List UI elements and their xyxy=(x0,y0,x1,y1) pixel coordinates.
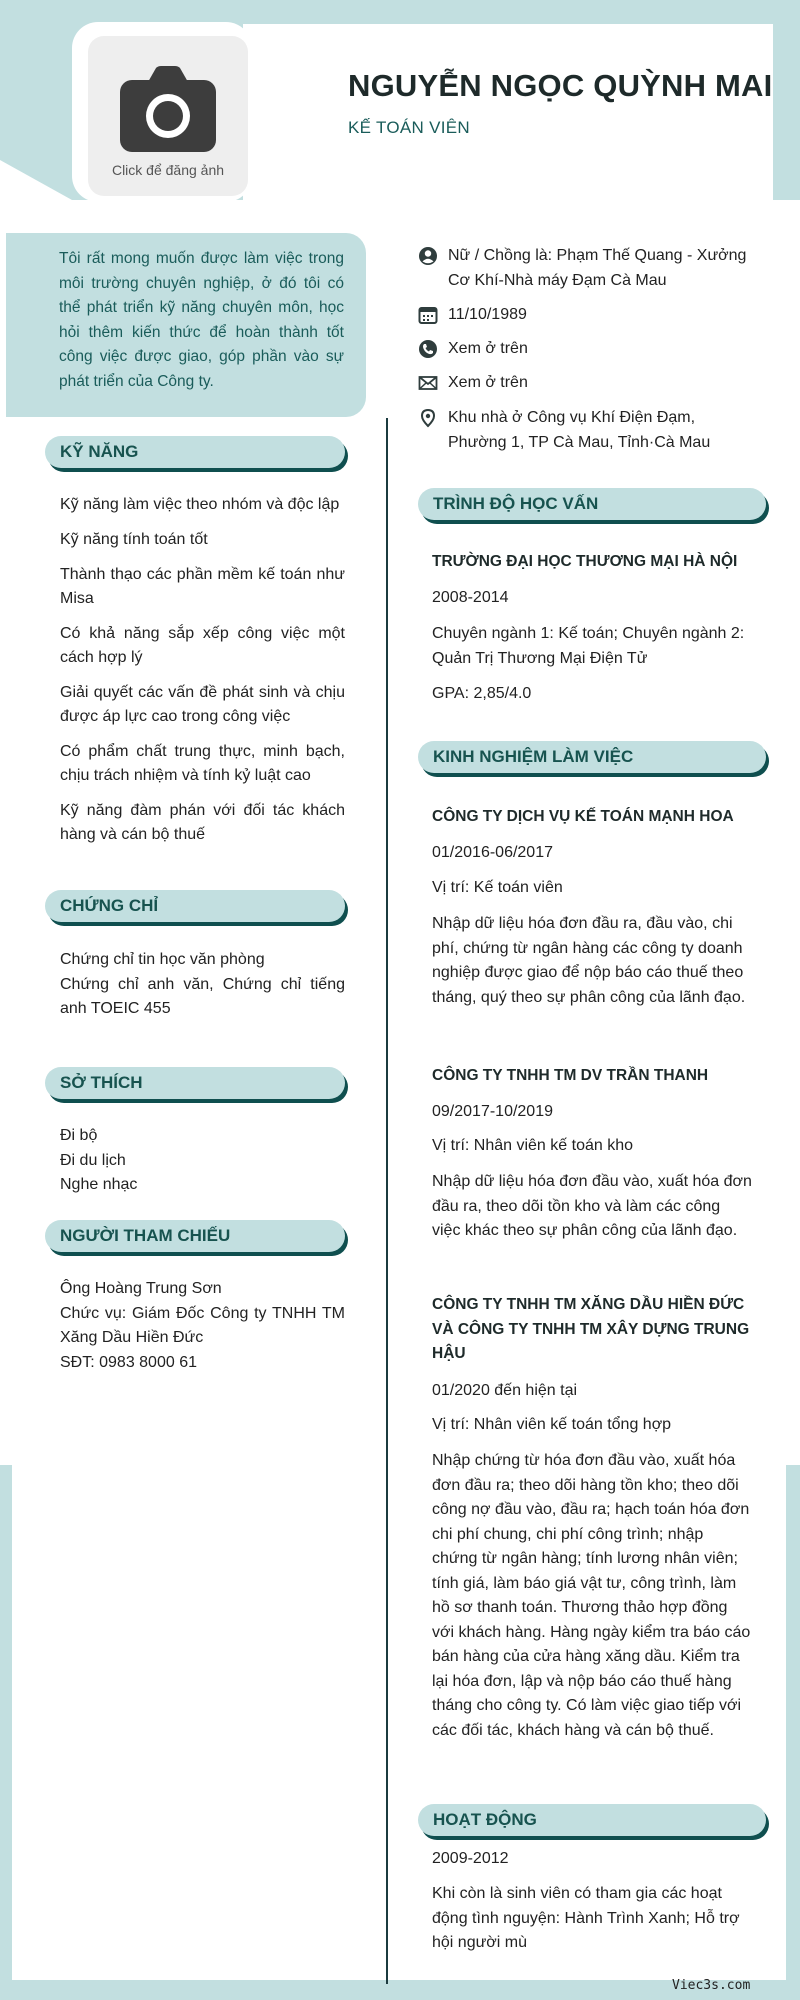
section-header-skills: KỸ NĂNG xyxy=(45,436,345,468)
job-position: Vị trí: Nhân viên kế toán kho xyxy=(432,1137,633,1154)
skill-item: Kỹ năng làm việc theo nhóm và độc lập xyxy=(60,496,340,513)
education-major: Chuyên ngành 1: Kế toán; Chuyên ngành 2: Quản Trị Thương Mại Điện Tử xyxy=(432,625,745,667)
objective-box xyxy=(6,233,366,417)
reference-name: Ông Hoàng Trung Sơn xyxy=(60,1280,222,1297)
job-position: Vị trí: Kế toán viên xyxy=(432,879,563,896)
user-icon xyxy=(418,246,438,266)
activity-description: Khi còn là sinh viên có tham gia các hoạt động tình nguyện: Hành Trình Xanh; Hỗ trợ hội người mù xyxy=(432,1885,740,1951)
section-header-references: NGƯỜI THAM CHIẾU xyxy=(45,1220,345,1252)
reference-position: Chức vụ: Giám Đốc Công ty TNHH TM Xăng Dầu Hiền Đức xyxy=(60,1304,345,1346)
hobbies-list xyxy=(60,1124,345,1198)
gender-spouse-text: Nữ / Chồng là: Phạm Thế Quang - Xưởng Cơ Khí-Nhà máy Đạm Cà Mau xyxy=(448,247,747,289)
avatar-upload[interactable] xyxy=(88,36,248,196)
skill-item: Giải quyết các vấn đề phát sinh và chịu được áp lực cao trong công việc xyxy=(60,684,345,725)
certificates-list xyxy=(60,948,345,1022)
phone-icon xyxy=(418,339,438,359)
job-period: 01/2020 đến hiện tại xyxy=(432,1382,578,1399)
address-text: Khu nhà ở Công vụ Khí Điện Đạm, Phường 1, TP Cà Mau, Tỉnh·Cà Mau xyxy=(448,409,711,451)
watermark: Viec3s.com xyxy=(672,1978,751,1993)
column-divider xyxy=(386,418,388,1984)
objective-text: Tôi rất mong muốn được làm việc trong môi trường chuyên nghiệp, ở đó tôi có thể phát triển kỹ năng chuyên môn, học hỏi thêm kiến thức để hoàn thành tốt công việc được giao, góp phần vào sự phát triển của Công ty. xyxy=(59,250,344,390)
job-position: Vị trí: Nhân viên kế toán tổng hợp xyxy=(432,1416,672,1433)
contact-address xyxy=(418,406,748,455)
certificate-item: Chứng chỉ tin học văn phòng xyxy=(60,951,265,968)
hobby-item: Đi du lịch xyxy=(60,1151,126,1169)
avatar-caption: Click để đăng ảnh xyxy=(111,162,225,178)
location-icon xyxy=(418,408,438,428)
section-header-hobbies: SỞ THÍCH xyxy=(45,1067,345,1099)
skill-item: Có phẩm chất trung thực, minh bạch, chịu trách nhiệm và tính kỷ luật cao xyxy=(60,743,345,784)
header-panel xyxy=(243,24,773,200)
job-period: 09/2017-10/2019 xyxy=(432,1103,553,1120)
references-block xyxy=(60,1277,345,1375)
email-icon xyxy=(418,373,438,393)
hobby-item: Nghe nhạc xyxy=(60,1176,138,1193)
job-description: Nhập dữ liệu hóa đơn đầu vào, xuất hóa đơn đầu ra, theo dõi tồn kho và làm các công việc khác theo sự phân công của lãnh đạo. xyxy=(432,1173,752,1239)
skill-item: Thành thạo các phần mềm kế toán như Misa xyxy=(60,566,345,607)
skills-list xyxy=(60,493,345,858)
contact-birthday xyxy=(418,303,748,328)
school-name: TRƯỜNG ĐẠI HỌC THƯƠNG MẠI HÀ NỘI xyxy=(432,553,738,570)
job-company: CÔNG TY TNHH TM XĂNG DẦU HIỀN ĐỨC VÀ CÔNG TY TNHH TM XÂY DỰNG TRUNG HẬU xyxy=(432,1296,750,1362)
section-header-activities: HOẠT ĐỘNG xyxy=(418,1804,766,1836)
section-header-education: TRÌNH ĐỘ HỌC VẤN xyxy=(418,488,766,520)
section-header-certificates: CHỨNG CHỈ xyxy=(45,890,345,922)
job-title: KẾ TOÁN VIÊN xyxy=(348,118,471,137)
footer-right-border xyxy=(786,1465,800,2000)
certificate-item: Chứng chỉ anh văn, Chứng chỉ tiếng anh TOEIC 455 xyxy=(60,975,345,1017)
phone-text: Xem ở trên xyxy=(448,340,528,357)
skill-item: Kỹ năng đàm phán với đối tác khách hàng và cán bộ thuế xyxy=(60,802,345,843)
reference-phone: SĐT: 0983 8000 61 xyxy=(60,1353,197,1371)
job-company: CÔNG TY DỊCH VỤ KẾ TOÁN MẠNH HOA xyxy=(432,808,734,825)
header-right-border xyxy=(773,0,800,200)
job-company: CÔNG TY TNHH TM DV TRẦN THANH xyxy=(432,1067,709,1084)
header-corner-cut xyxy=(0,160,72,200)
job-period: 01/2016-06/2017 xyxy=(432,844,553,861)
contact-phone xyxy=(418,337,748,362)
footer-left-border xyxy=(0,1465,12,2000)
candidate-name: NGUYỄN NGỌC QUỲNH MAI xyxy=(348,68,773,103)
calendar-icon xyxy=(418,305,438,325)
section-header-experience: KINH NGHIỆM LÀM VIỆC xyxy=(418,741,766,773)
contact-gender xyxy=(418,244,748,293)
email-text: Xem ở trên xyxy=(448,374,528,391)
camera-icon xyxy=(120,66,216,152)
education-period: 2008-2014 xyxy=(432,589,509,606)
education-gpa: GPA: 2,85/4.0 xyxy=(432,685,532,702)
skill-item: Kỹ năng tính toán tốt xyxy=(60,531,208,548)
activity-period: 2009-2012 xyxy=(432,1850,509,1867)
hobby-item: Đi bộ xyxy=(60,1127,98,1144)
job-description: Nhập dữ liệu hóa đơn đầu ra, đầu vào, chi phí, chứng từ ngân hàng các công ty doanh nghiệp được giao để nộp báo cáo thuế theo tháng, quý theo sự phân công của lãnh đạo. xyxy=(432,915,746,1006)
birthday-text: 11/10/1989 xyxy=(448,306,527,323)
contact-email xyxy=(418,371,748,396)
job-description: Nhập chứng từ hóa đơn đầu vào, xuất hóa đơn đầu ra; theo dõi hàng tồn kho; theo dõi công nợ đầu vào, đầu ra; hạch toán hóa đơn chi phí chung, chi phí công trình; nhập chứng từ ngân hàng; tính lương nhân viên; tính giá, làm báo giá vật tư, công trình, làm hồ sơ thanh toán. Thương thảo hợp đồng với khách hàng. Hàng ngày kiểm tra báo cáo bán hàng của cửa hàng xăng dầu. Kiểm tra lại hóa đơn, lập và nộp báo cáo thuế hàng tháng cho công ty. Có làm việc giao tiếp với các đối tác, khách hàng và cán bộ thuế. xyxy=(432,1452,751,1739)
skill-item: Có khả năng sắp xếp công việc một cách hợp lý xyxy=(60,625,345,666)
